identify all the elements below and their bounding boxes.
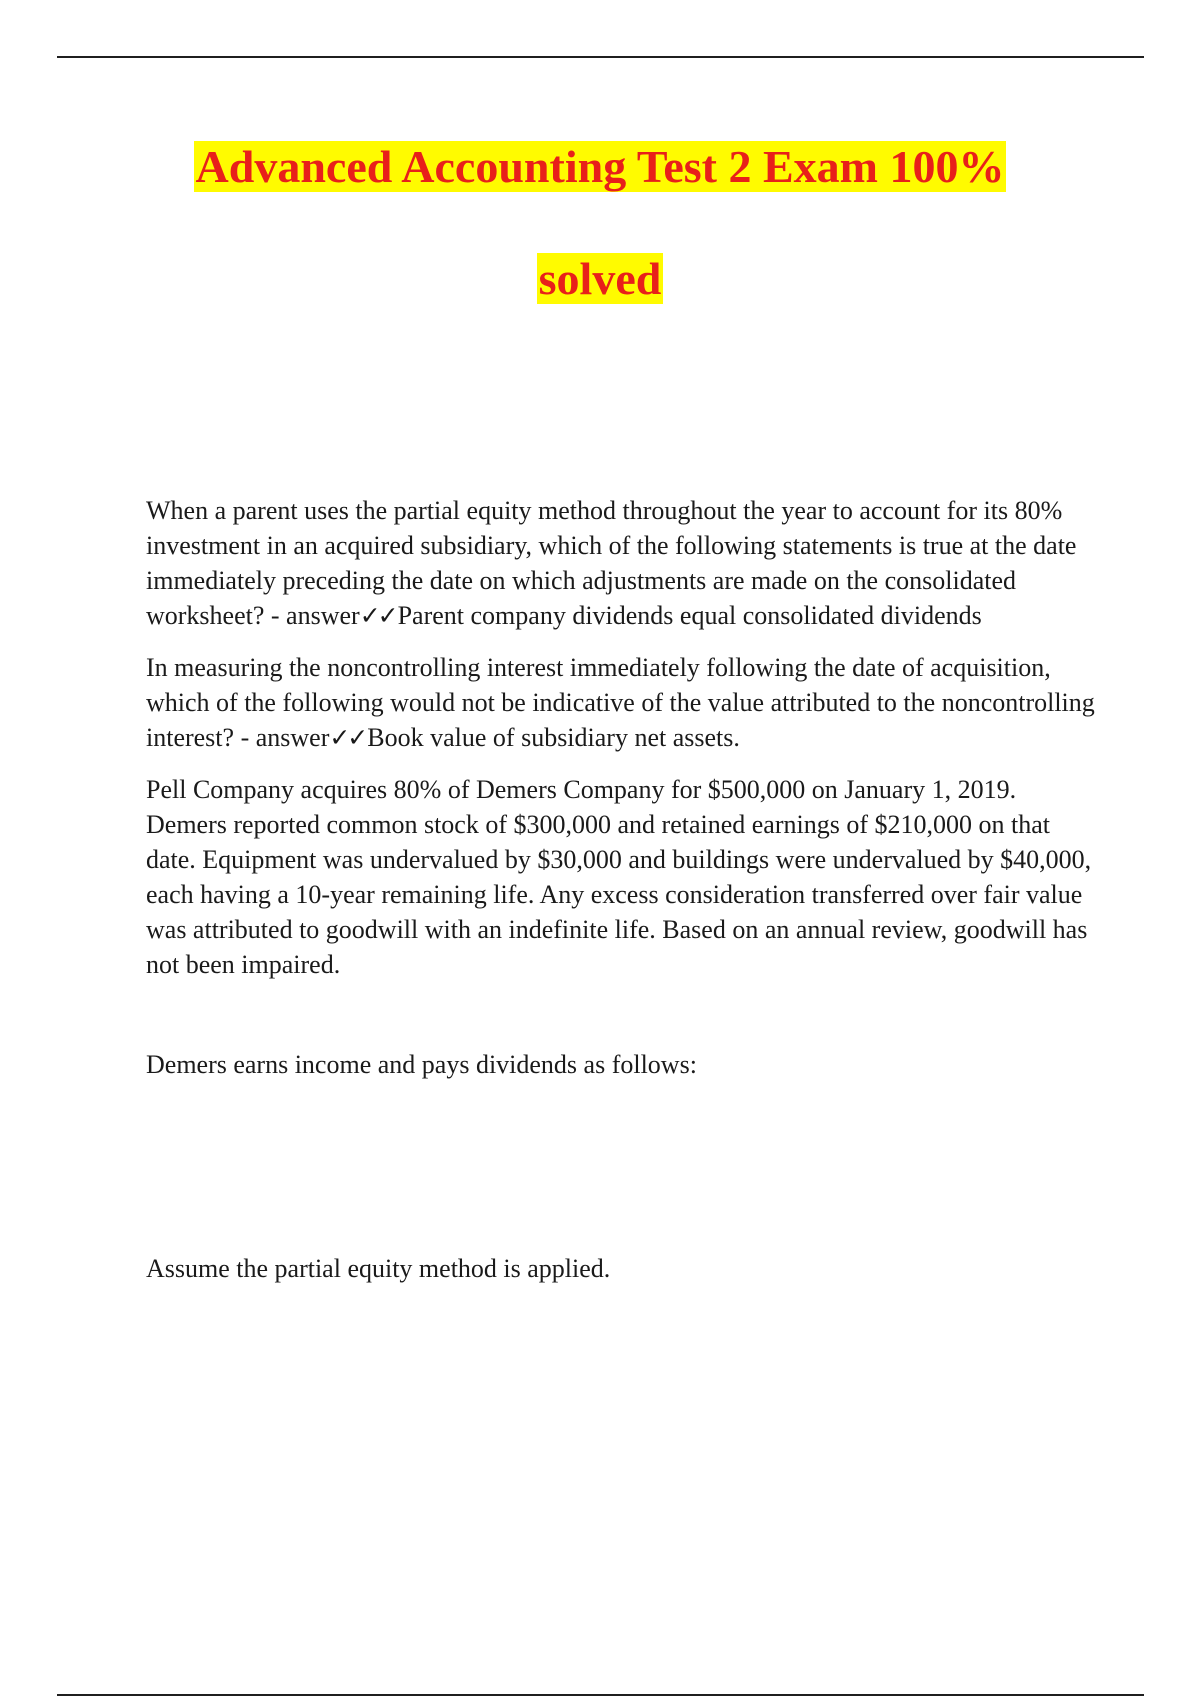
document-body — [146, 493, 1096, 1303]
check-marks-icon: ✓✓ — [359, 601, 396, 630]
document-title — [0, 138, 1200, 308]
spacer — [146, 1099, 1096, 1251]
qa-item — [146, 493, 1096, 633]
title-line-2 — [0, 250, 1200, 308]
qa-item — [146, 650, 1096, 755]
title-highlight-2: solved — [538, 253, 662, 304]
answer-text: Book value of subsidiary net assets. — [367, 723, 740, 752]
assumption-text: Assume the partial equity method is applied. — [146, 1254, 611, 1283]
bottom-rule — [57, 1694, 1144, 1696]
case-paragraph: Pell Company acquires 80% of Demers Company for $500,000 on January 1, 2019. Demers reported common stock of $300,000 and retained earnings of $210,000 on that date. Equipment was undervalued by $30,000 and buildings were undervalued by $40,000, each having a 10-year remaining life. Any excess consideration transferred over fair value was attributed to goodwill with an indefinite life. Based on an annual review, goodwill has not been impaired. — [146, 775, 1092, 979]
income-intro: Demers earns income and pays dividends as follows: — [146, 1050, 697, 1079]
question-text: In measuring the noncontrolling interest immediately following the date of acquisition, which of the following would not be indicative of the value attributed to the noncontrolling interest? - answer — [146, 653, 1095, 752]
title-line-1 — [0, 138, 1200, 196]
question-text: When a parent uses the partial equity method throughout the year to account for its 80% investment in an acquired subsidiary, which of the following statements is true at the date immediately preceding the date on which adjustments are made on the consolidated worksheet? - answer — [146, 496, 1077, 630]
title-highlight-1: Advanced Accounting Test 2 Exam 100% — [195, 141, 1005, 192]
spacer — [146, 999, 1096, 1047]
check-marks-icon: ✓✓ — [329, 723, 366, 752]
answer-text: Parent company dividends equal consolidated dividends — [397, 601, 982, 630]
top-rule — [57, 56, 1144, 58]
